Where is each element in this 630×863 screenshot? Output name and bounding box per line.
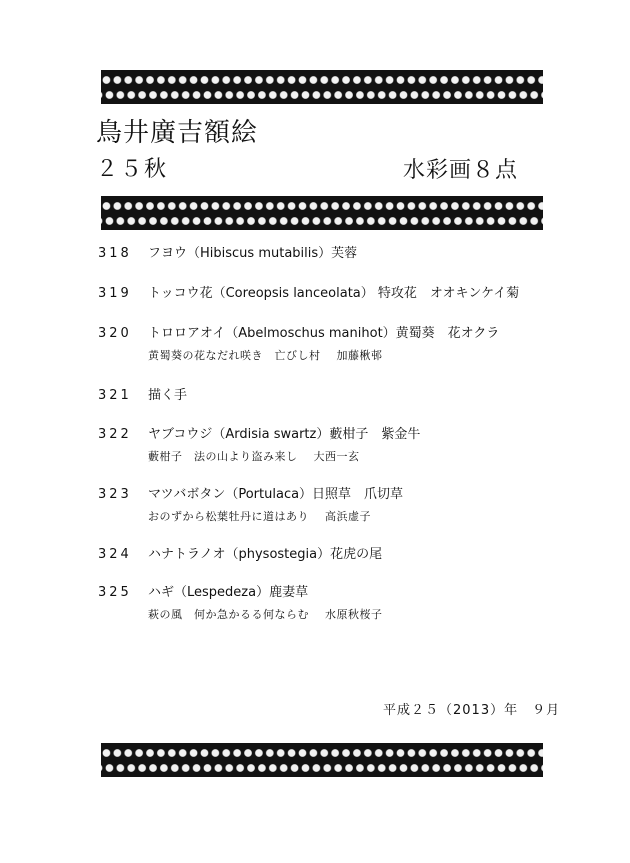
entry-number: 321: [98, 388, 132, 403]
entry-number: 324: [98, 547, 132, 562]
band-dots-row: [101, 747, 543, 759]
artwork-entry-323: [98, 486, 558, 524]
artwork-entry-318: [98, 245, 558, 263]
haiku-author: 水原秋桜子: [325, 608, 383, 621]
entry-number: 318: [98, 246, 132, 261]
artwork-entry-322: [98, 426, 558, 464]
entry-name: 描く手: [148, 388, 188, 403]
band-dots-row: [101, 89, 543, 101]
haiku-text: 藪柑子 法の山より盗み来し: [148, 450, 298, 463]
artwork-entry-325: [98, 584, 558, 622]
band-dots-row: [101, 74, 543, 86]
haiku-author: 高浜虚子: [325, 510, 371, 523]
haiku-text: 萩の風 何か急かるる何ならむ: [148, 608, 309, 621]
haiku-text: 黄蜀葵の花なだれ咲き 亡びし村: [148, 349, 321, 362]
entry-name: トロロアオイ（Abelmoschus manihot）黄蜀葵 花オクラ: [148, 326, 500, 341]
haiku-author: 加藤楸邨: [336, 349, 383, 362]
entry-name: ハギ（Lespedeza）鹿妻草: [148, 585, 309, 600]
collection-label: 水彩画８点: [403, 158, 519, 183]
decorative-band-middle: [101, 196, 543, 230]
artwork-entry-319: [98, 285, 558, 303]
artwork-entry-321: [98, 387, 558, 405]
entry-name: トッコウ花（Coreopsis lanceolata） 特攻花 オオキンケイ菊: [148, 286, 520, 301]
entry-number: 322: [98, 427, 132, 442]
band-dots-row: [101, 200, 543, 212]
entry-name: マツバボタン（Portulaca）日照草 爪切草: [148, 487, 404, 502]
entry-name: フヨウ（Hibiscus mutabilis）芙蓉: [148, 246, 358, 261]
entry-number: 323: [98, 487, 132, 502]
entry-number: 325: [98, 585, 132, 600]
entry-number: 320: [98, 326, 132, 341]
decorative-band-bottom: [101, 743, 543, 777]
artwork-entry-324: [98, 546, 558, 564]
entry-name: ヤブコウジ（Ardisia swartz）藪柑子 紫金牛: [148, 427, 421, 442]
entry-number: 319: [98, 286, 132, 301]
haiku-text: おのずから松葉牡丹に道はあり: [148, 510, 309, 523]
band-dots-row: [101, 762, 543, 774]
page-title: 鳥井廣吉額絵: [96, 118, 259, 148]
entry-name: ハナトラノオ（physostegia）花虎の尾: [148, 547, 383, 562]
season-label: ２５秋: [96, 157, 169, 182]
haiku-author: 大西一玄: [313, 450, 360, 463]
publication-date: 平成２５（2013）年 ９月: [383, 703, 561, 718]
artwork-entry-320: [98, 325, 558, 363]
decorative-band-top: [101, 70, 543, 104]
band-dots-row: [101, 215, 543, 227]
